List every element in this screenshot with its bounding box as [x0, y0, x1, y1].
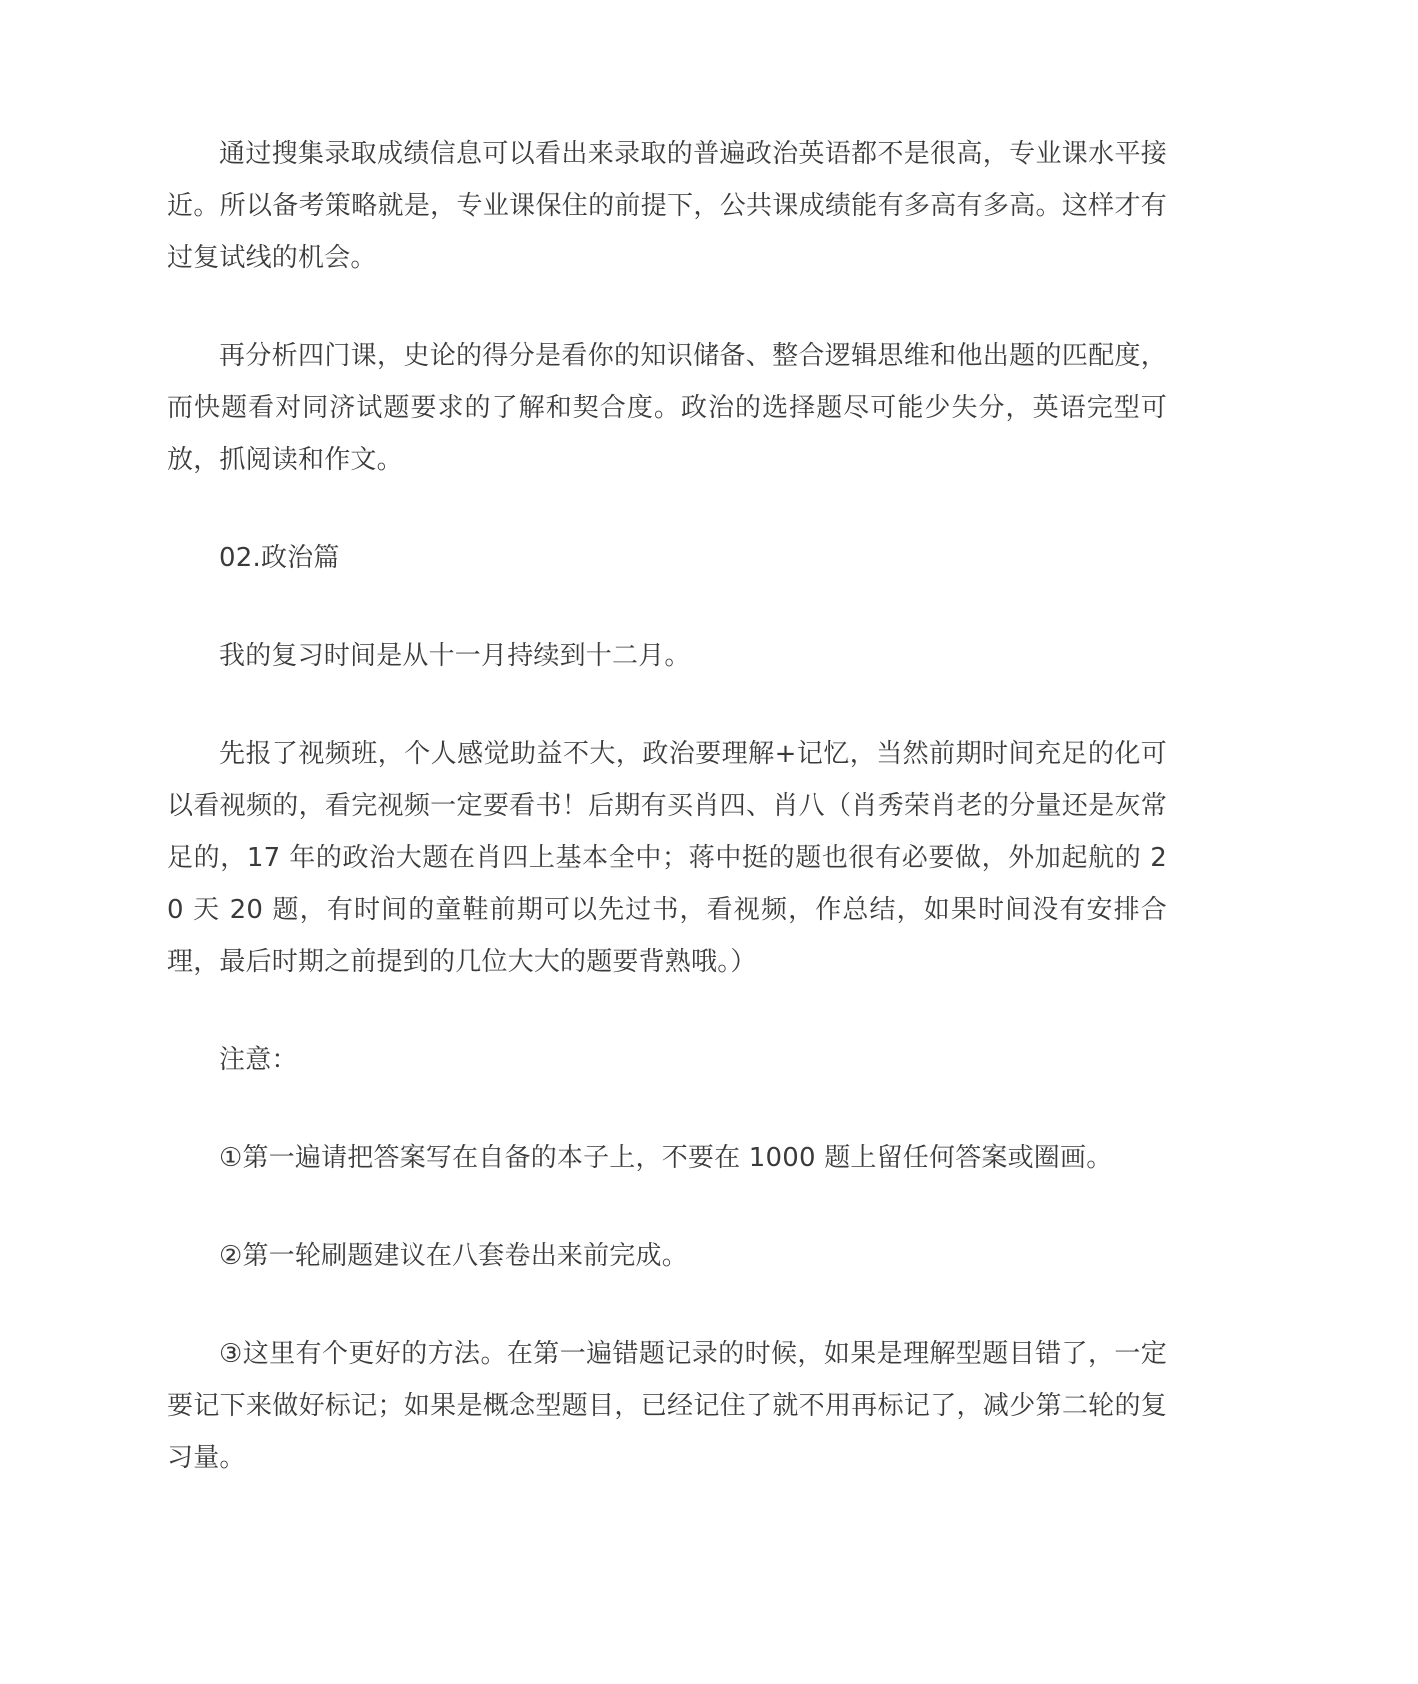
paragraph-video-class: 先报了视频班，个人感觉助益不大，政治要理解+记忆，当然前期时间充足的化可以看视频的，看完视频一定要看书！后期有买肖四、肖八（肖秀荣肖老的分量还是灰常足的，17 年的政治大题在肖四上基本全中；蒋中挺的题也很有必要做，外加起航的 20 天 20 题，有时间的童鞋前期可以先过书，看视频，作总结，如果时间没有安排合理，最后时期之前提到的几位大大的题要背熟哦。） [167, 739, 1167, 977]
paragraph-note-3: ③这里有个更好的方法。在第一遍错题记录的时候，如果是理解型题目错了，一定要记下来做好标记；如果是概念型题目，已经记住了就不用再标记了，减少第二轮的复习量。 [167, 1339, 1167, 1473]
paragraph-note-2: ②第一轮刷题建议在八套卷出来前完成。 [219, 1241, 688, 1271]
paragraph-four-subjects: 再分析四门课，史论的得分是看你的知识储备、整合逻辑思维和他出题的匹配度，而快题看对同济试题要求的了解和契合度。政治的选择题尽可能少失分，英语完型可放，抓阅读和作文。 [167, 341, 1167, 475]
paragraph-notice-label: 注意： [219, 1045, 298, 1075]
paragraph-review-time: 我的复习时间是从十一月持续到十二月。 [219, 641, 691, 671]
paragraph-note-1: ①第一遍请把答案写在自备的本子上，不要在 1000 题上留任何答案或圈画。 [219, 1143, 1113, 1173]
paragraph-admission-analysis: 通过搜集录取成绩信息可以看出来录取的普遍政治英语都不是很高，专业课水平接近。所以备考策略就是，专业课保住的前提下，公共课成绩能有多高有多高。这样才有过复试线的机会。 [167, 139, 1167, 273]
section-heading-politics: 02.政治篇 [219, 543, 340, 573]
document-body [167, 128, 1167, 1530]
